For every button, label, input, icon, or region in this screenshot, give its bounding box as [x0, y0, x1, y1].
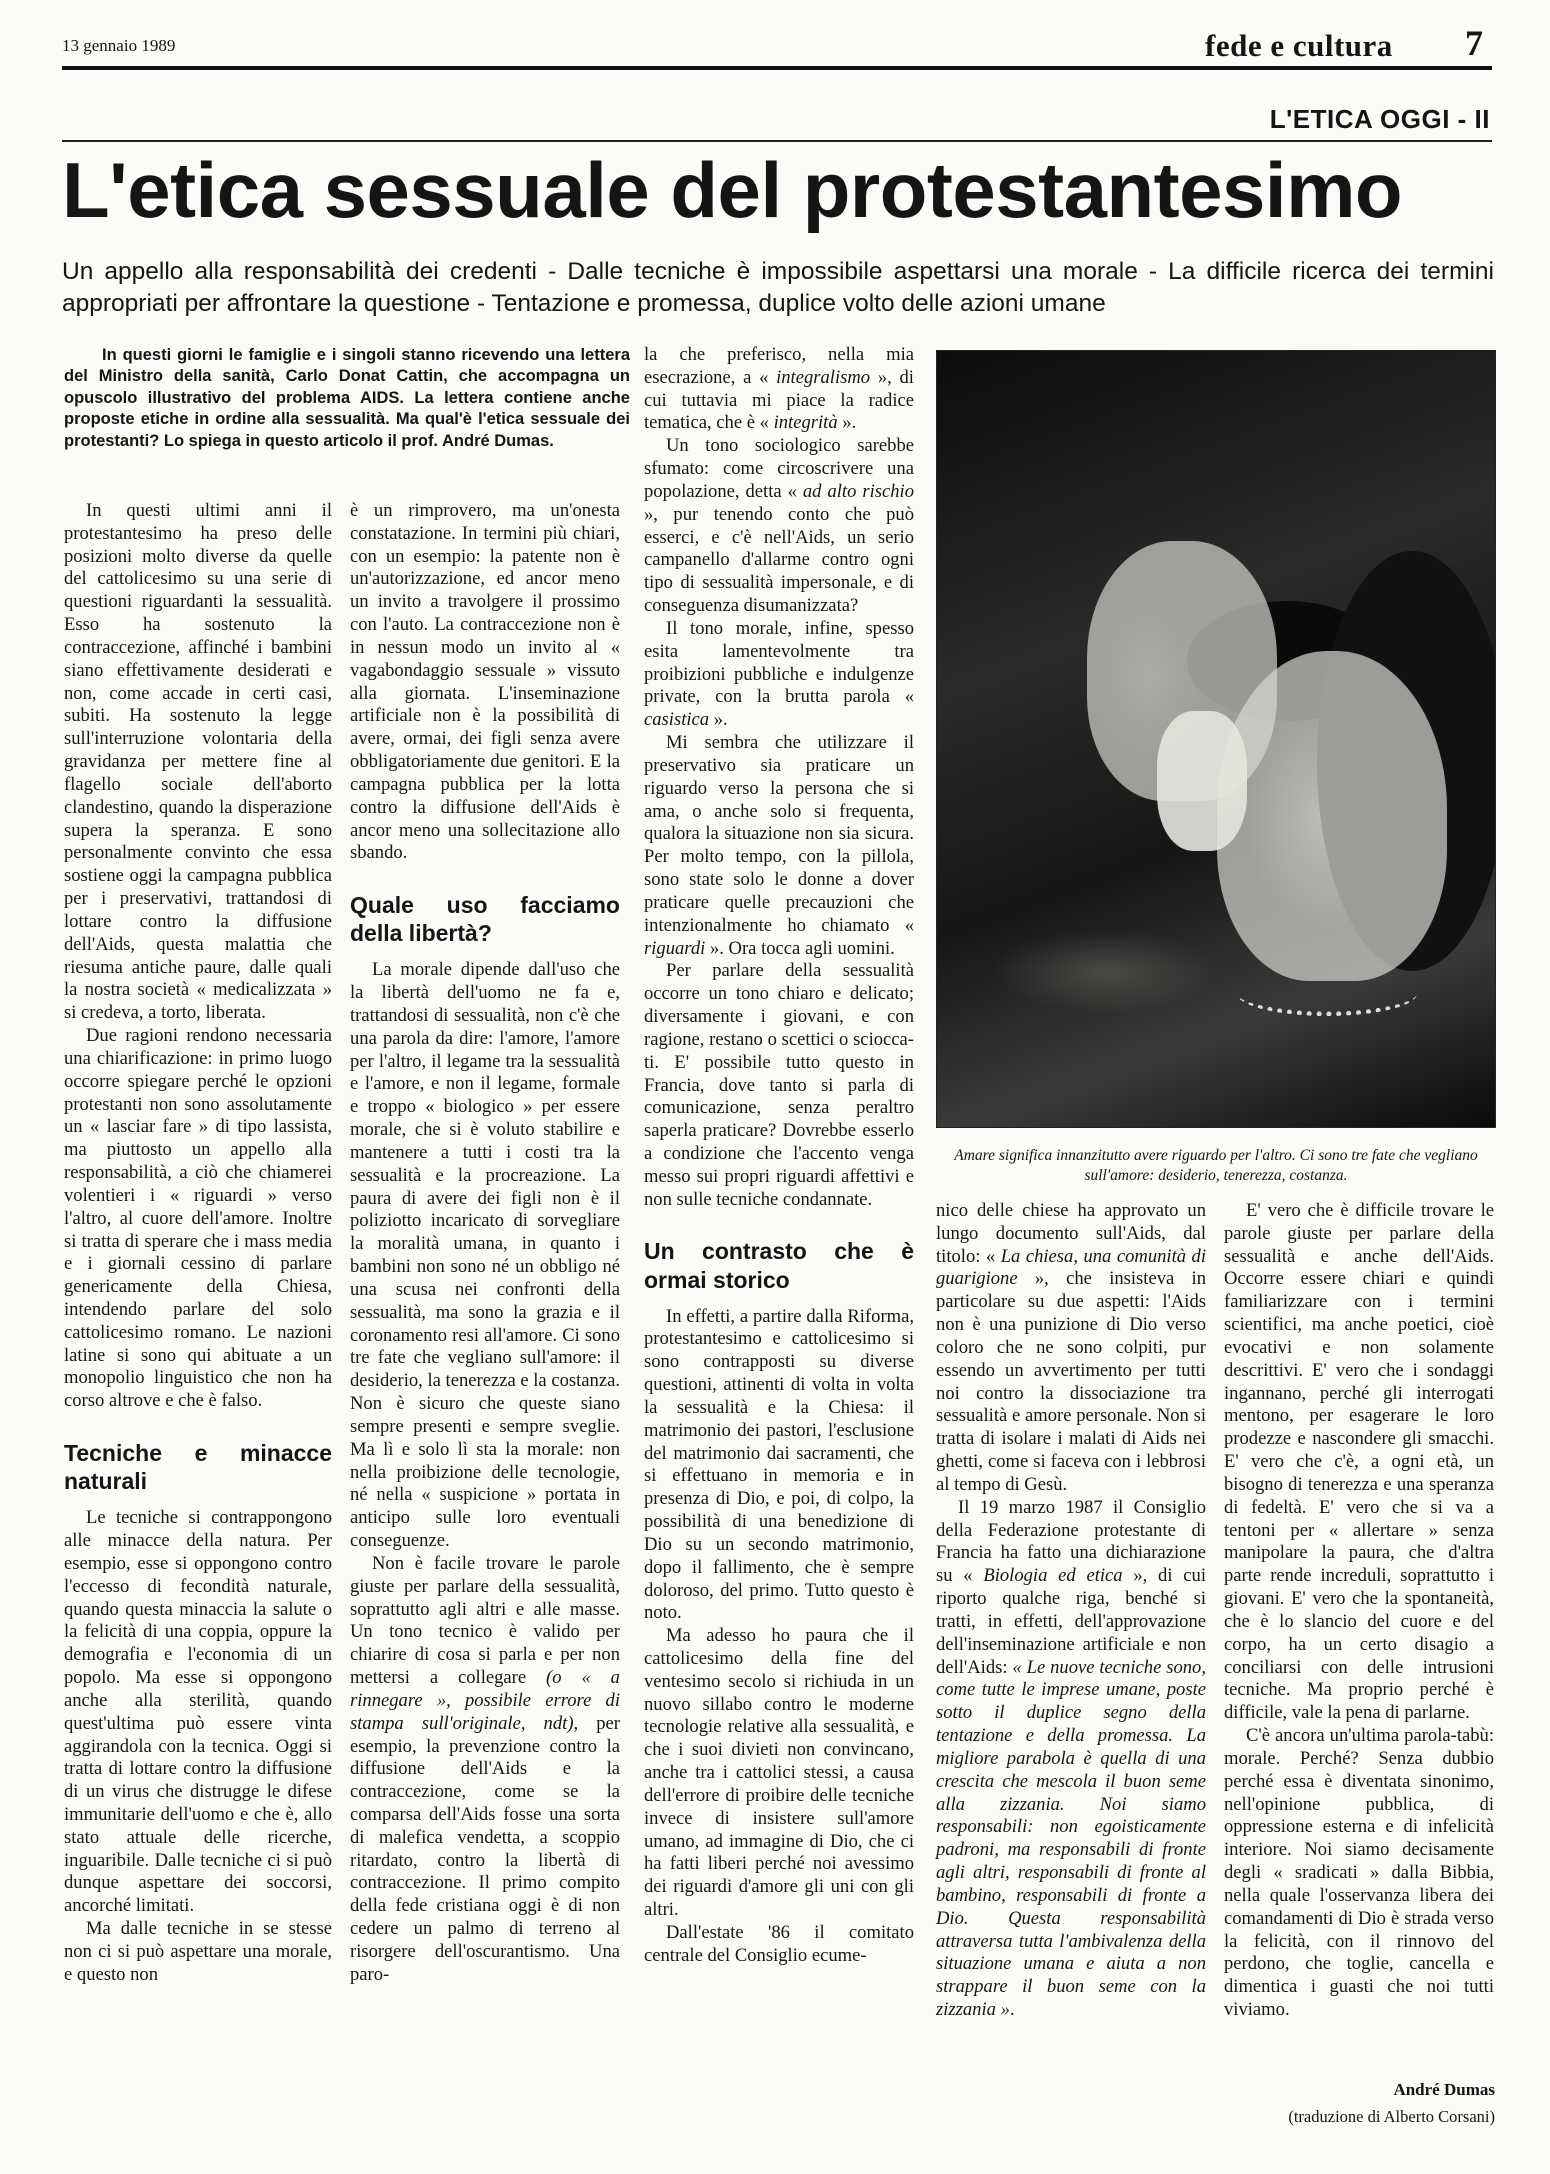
article-column-1	[64, 500, 332, 1987]
paragraph: In questi ultimi anni il protestantesimo ha preso delle posizioni molto diverse da quelle del cattolicesimo su una serie di questioni riguardanti la sessualità. Esso ha sostenuto la contraccezione, affinché i bambini siano effettivamente desiderati e non, come accade in certi casi, subiti. Ha sostenuto la legge sull'interruzione volontaria della gravidanza per mettere fine al flagello sociale dell'aborto clandestino, quando la disperazione supera la speranza. E sono personalmente convinto che essa sostiene oggi la campagna pubblica per i preservativi, trattandosi di lottare contro la diffusione dell'Aids, questa malattia che riesuma antiche paure, dalle quali la nostra società « medicalizzata » si credeva, a torto, liberata.	[64, 500, 332, 1024]
paragraph: Dall'estate '86 il comitato centrale del Consiglio ecume-	[644, 1921, 914, 1966]
text-run: ».	[837, 412, 857, 434]
text-run: La chiesa, una comunità di guarigione	[936, 1245, 1206, 1290]
text-run: nico delle chiese ha approvato un lungo documento sull'Aids, dal titolo: «	[936, 1200, 1206, 1267]
subheading: Tecniche e minacce naturali	[64, 1440, 332, 1495]
paragraph	[644, 618, 914, 732]
face-shape	[1217, 651, 1447, 981]
translator-credit: (traduzione di Alberto Corsani)	[1288, 2107, 1495, 2126]
paragraph: La morale dipende dall'uso che la libertà dell'uomo ne fa e, trattandosi di sessualità, non c'è che una parola da dire: l'amore, l'amore per l'altro, il legame tra la sessualità e l'amore, e non il legame, formale e troppo « biologico » per essere morale, che si è voluto stabilire e mantenere a tutti i costi tra la sessualità e la procreazione. La paura di avere dei figli non è il poliziotto incaricato di sorvegliare la moralità umana, in quanto i bambini non sono né un obbligo né una scusa nei confronti della sessualità, ma sono la grazia e il coronamento resi all'amore. Ci sono tre fate che vegliano sull'amore: il desiderio, la tenerezza e la costanza. Non è sicuro che queste siano sempre presenti e sempre sveglie. Ma lì e solo lì sta la morale: non nella proibizione delle tecnologie, né nella « suspicione » portata in anticipo sulle loro eventuali conseguenze.	[350, 959, 620, 1552]
series-rule	[62, 140, 1492, 142]
quotation: « Le nuove tecniche sono, come tutte le imprese umane, poste sotto il duplice segno della tentazione e della promessa. La migliore parabola è quella di una crescita che mescola il buon seme alla zizzania. Noi siamo responsabili: non egoisticamente padroni, ma responsabili di fronte agli altri, responsabili di fronte al bambino, responsabili di fronte a Dio. Questa responsabilità attraversa tutta l'ambivalenza della situazione umana e aiuta a non strappare il buon seme con la zizzania »	[936, 1656, 1206, 2020]
text-run: integrità	[773, 412, 838, 434]
text-run: Un tono sociologico sarebbe sfumato: come circoscrivere una popolazione, detta «	[644, 435, 914, 502]
paragraph: è un rimprovero, ma un'onesta constatazione. In termini più chiari, con un esempio: la patente non è un'autorizzazione, ed ancor meno un invito a travolgere il prossimo con l'auto. La contraccezione non è in nessun modo un invito al « vagabondaggio sessuale » vissuto alla giornata. L'inseminazione artificiale non è la possibilità di avere, ormai, dei figli senza avere obbligatoriamente due genitori. E la campagna pubblica per la lotta contro la diffusione dell'Aids è ancor meno una sollecitazione allo sbando.	[350, 500, 620, 864]
paragraph	[350, 1553, 620, 1987]
headline: L'etica sessuale del protestantesimo	[62, 146, 1403, 234]
article-column-5	[1224, 1200, 1494, 2022]
lead-paragraph: In questi giorni le famiglie e i singoli stanno ricevendo una lettera del Ministro della sanità, Carlo Donat Cattin, che accompagna un opuscolo illustrativo del problema AIDS. La lettera contiene anche proposte etiche in ordine alla sessualità. Ma qual'è l'etica sessuale dei protestanti? Lo spiega in questo articolo il prof. André Dumas.	[64, 346, 630, 450]
text-run: , per esempio, la prevenzione contro la diffusione dell'Aids e la contraccezione, come se la comparsa dell'Aids fosse una sorta di malefica vendetta, a scoppio ritardato, contro la libertà di contraccezione. Il primo compito della fede cristiana oggi è di non cedere un palmo di terreno al risorgere dell'oscurantismo. Una paro-	[350, 1712, 620, 1985]
text-run: riguardi	[644, 937, 706, 959]
text-run: casistica	[644, 709, 710, 731]
article-column-2	[350, 500, 620, 1987]
paragraph	[936, 1200, 1206, 1497]
subtitle: Un appello alla responsabilità dei credenti - Dalle tecniche è impossibile aspettarsi una morale - La difficile ricerca dei termini appropriati per affrontare la questione - Tentazione e promessa, duplice volto delle azioni umane	[62, 258, 1494, 317]
text-run: la che preferisco, nella mia esecrazione, a «	[644, 344, 914, 388]
paragraph: In effetti, a partire dalla Riforma, protestantesimo e cattolicesimo si sono contrapposti su diverse questioni, attinenti di volta in volta la sessualità e la Chiesa: il matrimonio dei pastori, l'esclusione del matrimonio dai sacramenti, che si effettuano in memoria e in presenza di Dio, e poi, di colpo, la possibilità di una benedizione di Dio su un secondo matrimonio, dopo il fallimento, che è sempre doloroso, del primo. Tutto questo è noto.	[644, 1305, 914, 1624]
subheading: Quale uso facciamo della libertà?	[350, 892, 620, 947]
hand-shape	[1157, 711, 1247, 851]
text-run: », che insisteva in particolare su due aspetti: l'Aids non è una punizione di Dio verso coloro che ne sono colpiti, pur essendo un avvertimento per tutti noi contro la dissociazione tra sessualità e amore personale. Non si tratta di isolare i malati di Aids nei ghetti, come si faceva con i lebbrosi al tempo di Gesù.	[936, 1268, 1206, 1495]
paragraph: Per parlare della sessualità occorre un tono chiaro e delicato; diversamente i giovani, e con ragione, restano o scettici o scioccati. E' possibile tutto questo in Francia, dove tanto si parla di comunicazione, senza peraltro saperla praticare? Dovrebbe esserlo a condizione che l'accento venga messo sui propri riguardi affettivi e non sulle tecniche condannate.	[644, 960, 914, 1210]
author-signature: André Dumas	[1393, 2080, 1495, 2099]
paragraph: Le tecniche si contrappongono alle minacce della natura. Per esempio, esse si oppongono contro l'eccesso di fecondità naturale, quando questa minaccia la salute o la felicità di una coppia, oppure la demografia e l'economia di un popolo. Ma esse si oppongono anche alla sterilità, quando quest'ultima può essere vinta aggirandola con la tecnica. Oggi si tratta di lottare contro la diffusione di un virus che distrugge le difese immunitarie dell'uomo e che è, allo stato attuale delle ricerche, inguaribile. Dalle tecniche ci si può dunque aspettare dei soccorsi, ancorché limitati.	[64, 1507, 332, 1917]
article-column-3	[644, 344, 914, 1968]
paragraph	[936, 1497, 1206, 2022]
text-run: Non è facile trovare le parole giuste per parlare della sessualità, soprattutto agli altri e alle masse. Un tono tecnico è valido per chiarire di cosa si parla e per non mettersi a collegare	[350, 1552, 620, 1689]
paragraph	[644, 732, 914, 960]
text-run: », di cui tuttavia mi piace la radice tematica, che è «	[644, 366, 914, 434]
translator-note: (o « a rinnegare », possibile errore di stampa sull'originale, ndt)	[350, 1667, 620, 1734]
text-run: », pur tenendo conto che può esserci, e c'è nell'Aids, un serio campanello d'allarme contro ogni tipo di sessualità impersonale, e di conseguenza disumanizzata?	[644, 503, 914, 617]
header-rule	[62, 66, 1492, 70]
series-label: L'ETICA OGGI - II	[1269, 104, 1490, 134]
couple-photo	[936, 350, 1496, 1128]
text-run: ». Ora tocca agli uomini.	[705, 937, 895, 959]
photo-caption: Amare significa innanzitutto avere riguardo per l'altro. Ci sono tre fate che vegliano sull'amore: desiderio, tenerezza, costanza.	[954, 1147, 1478, 1185]
text-run: Mi sembra che utilizzare il preservativo sia praticare un riguardo verso la persona che si ama, o anche solo si frequenta, qualora la situazione non sia sicura. Per molto tempo, con la pillola, sono state solo le donne a dover praticare quelle precauzioni che intenzionalmente ho chiamato «	[644, 732, 914, 936]
text-run: Il 19 marzo 1987 il Consiglio della Federazione protestante di Francia ha fatto una dichiarazione su «	[936, 1496, 1206, 1587]
paragraph: Due ragioni rendono necessaria una chiarificazione: in primo luogo occorre spiegare perché le opzioni protestanti non sono assolutamente un « lasciar fare » di tipo lassista, ma piuttosto un appello alla responsabilità, a ciò che chiamerei volentieri i « riguardi » verso l'altro, al cuore dell'amore. Inoltre si tratta di sperare che i mass media e i giornali cessino di parlare genericamente della Chiesa, intendendo parlare del solo cattolicesimo romano. Le nazioni latine si sono qui abituate a un monopolio linguistico che non ha corso altrove e che è falso.	[64, 1025, 332, 1412]
paragraph	[644, 435, 914, 618]
subheading: Un contrasto che è ormai storico	[644, 1238, 914, 1293]
text-run: ».	[709, 709, 728, 731]
page-number: 7	[1465, 23, 1483, 63]
text-run: », di cui riporto qualche riga, benché si tratti, in effetti, dell'approvazione dell'inseminazione artificiale e non dell'Aids:	[936, 1565, 1206, 1678]
text-run: .	[1009, 1998, 1015, 2020]
article-column-4	[936, 1200, 1206, 2022]
text-run: Biologia ed etica	[983, 1565, 1123, 1587]
necklace-shape	[1237, 971, 1417, 1016]
section-name: fede e cultura	[1205, 28, 1393, 63]
paragraph: E' vero che è difficile trovare le parole giuste per parlare della sessualità e anche dell'Aids. Occorre essere chiari e quindi familiarizzare con i termini scientifici, ma anche poetici, cioè evocativi e non solamente descrittivi. E' vero che i sondaggi ingannano, perché gli interrogati mentono, per esagerare le loro prodezze e nascondere gli smacchi. E' vero che c'è, a ogni età, un bisogno di tenerezza e una speranza di fedeltà. E' vero che si va a tentoni per « allertare » senza manipolare la paura, che d'altra parte rende increduli, soprattutto i giovani. E' vero che la spontaneità, che è lo slancio del cuore e del corpo, ha un certo disagio a conciliarsi con delle intrusioni tecniche. Ma proprio perché è difficile, vale la pena di parlarne.	[1224, 1200, 1494, 1724]
text-run: integralismo	[776, 366, 871, 388]
text-run: ad alto rischio	[802, 480, 914, 502]
text-run: Il tono morale, infine, spesso esita lamentevolmente tra proibizioni pubbliche e indulgenze private, con la brutta parola «	[644, 617, 914, 708]
paragraph: Ma dalle tecniche in se stesse non ci si può aspettare una morale, e questo non	[64, 1918, 332, 1985]
paragraph: Ma adesso ho paura che il cattolicesimo della fine del ventesimo secolo si richiuda in un nuovo sillabo contro le moderne tecnologie relative alla sessualità, e che i suoi divieti non convincano, anche tra i cattolici stessi, a causa dell'errore di proibire delle tecniche invece di insistere sull'amore umano, ad immagine di Dio, che ci ha fatti liberi perché noi avessimo dei riguardi d'amore gli uni con gli altri.	[644, 1625, 914, 1921]
paragraph: C'è ancora un'ultima parola-tabù: morale. Perché? Senza dubbio perché essa è diventata sinonimo, nell'opinione pubblica, di oppressione esterna e di infelicità interiore. Noi siamo decisamente degli « sradicati » dalla Bibbia, nella quale l'osservanza libera dei comandamenti di Dio è strada verso la felicità, con il rinnovo del perdono, che toglie, cancella e dimentica i guasti che noi tutti viviamo.	[1224, 1725, 1494, 2020]
issue-date: 13 gennaio 1989	[62, 36, 176, 55]
paragraph	[644, 344, 914, 435]
